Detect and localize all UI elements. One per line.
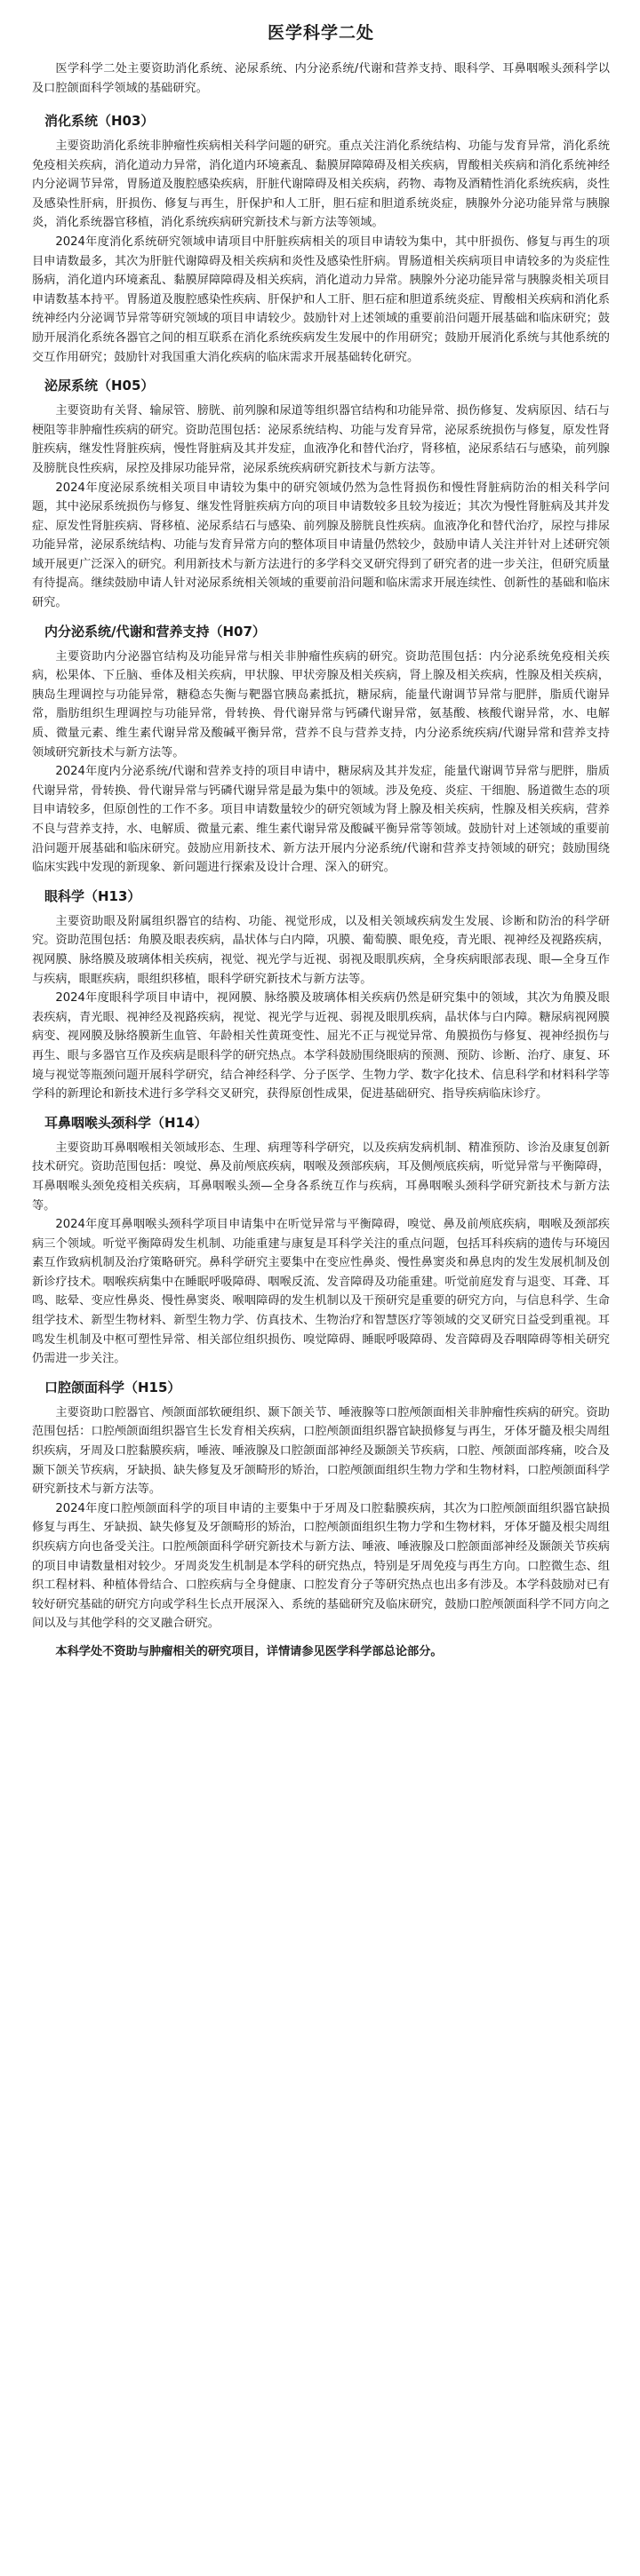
section-ophthalmology [32, 886, 610, 1104]
section-oral-maxillofacial [32, 1378, 610, 1634]
section-digestive [32, 111, 610, 367]
section-heading: 泌尿系统（H05） [44, 378, 155, 394]
section-paragraph: 主要资助口腔器官、颅颌面部软硬组织、颞下颌关节、唾液腺等口腔颅颌面相关非肿瘤性疾病的研究。资助范围包括：口腔颅颌面组织器官生长发育相关疾病，口腔颅颌面组织器官缺损修复与再生，牙体牙髓及根尖周组织疾病，牙周及口腔黏膜疾病，唾液、唾液腺及口腔颌面部神经及颞颌关节疾病，口腔、颅颌面部疼痛，咬合及颞下颌关节疾病，牙缺损、缺失修复及牙颌畸形的矫治，口腔颅颌面组织生物力学和生物材料，口腔颅颌面科学研究新技术与新方法等。 [32, 1405, 610, 1497]
section-otolaryngology [32, 1113, 610, 1369]
page-title: 医学科学二处 [267, 23, 374, 43]
section-paragraph: 2024年度泌尿系统相关项目申请较为集中的研究领域仍然为急性肾损伤和慢性肾脏病防治的相关科学问题，其中泌尿系统损伤与修复、继发性肾脏疾病方向的项目申请数较多且较为接近；其次为慢性肾脏病及其并发症、原发性肾脏疾病、肾移植、泌尿系结石与感染、前列腺及膀胱良性疾病。血液净化和替代治疗，尿控与排尿功能异常，泌尿系统结构、功能与发育异常方向的整体项目申请量仍然较少，鼓励申请人关注并针对上述研究领域开展更广泛深入的研究。利用新技术与新方法进行的多学科交叉研究得到了研究者的进一步关注，但研究质量有待提高。继续鼓励申请人针对泌尿系统相关领域的重要前沿问题和临床需求开展连续性、创新性的基础和临床研究。 [32, 481, 610, 610]
section-endocrine [32, 622, 610, 878]
section-heading: 眼科学（H13） [44, 887, 141, 904]
intro-paragraph: 医学科学二处主要资助消化系统、泌尿系统、内分泌系统/代谢和营养支持、眼科学、耳鼻咽喉头颈科学以及口腔颌面科学领域的基础研究。 [32, 62, 610, 95]
section-heading: 口腔颌面科学（H15） [44, 1379, 181, 1395]
section-paragraph: 2024年度消化系统研究领域申请项目中肝脏疾病相关的项目申请较为集中，其中肝损伤、修复与再生的项目申请数最多，其次为肝脏代谢障碍及相关疾病和炎性及感染性肝病。胃肠道相关疾病项目申请较多的为炎症性肠病，消化道内环境紊乱、黏膜屏障障碍及相关疾病，消化道动力异常。胰腺外分泌功能异常与胰腺炎相关项目申请数基本持平。胃肠道及腹腔感染性疾病、肝保护和人工肝、胆石症和胆道系统炎症、胃酸相关疾病和消化系统神经内分泌调节异常等研究领域的项目申请较少。鼓励针对上述领域的重要前沿问题开展基础和临床研究；鼓励开展消化系统各器官之间的相互联系在消化系统疾病发生发展中的作用研究；鼓励开展消化系统与其他系统的交互作用研究；鼓励针对我国重大消化疾病的临床需求开展基础转化研究。 [32, 235, 610, 364]
section-paragraph: 2024年度口腔颅颌面科学的项目申请的主要集中于牙周及口腔黏膜疾病，其次为口腔颅颌面组织器官缺损修复与再生、牙缺损、缺失修复及牙颌畸形的矫治，口腔颅颌面组织生物力学和生物材料，牙体牙髓及根尖周组织疾病方向也备受关注。口腔颅颌面科学研究新技术与新方法、唾液、唾液腺及口腔颌面部神经及颞颌关节疾病的项目申请数量相对较少。牙周炎发生机制是本学科的研究热点，特别是牙周免疫与再生方向。口腔微生态、组织工程材料、种植体骨结合、口腔疾病与全身健康、口腔发育分子等研究热点也出多有涉及。本学科鼓励对已有较好研究基础的研究方向或学科生长点开展深入、系统的基础研究及临床研究，鼓励口腔颅颌面科学不同方向之间以及与其他学科的交叉融合研究。 [32, 1501, 610, 1631]
section-heading: 消化系统（H03） [44, 113, 155, 129]
section-paragraph: 2024年度耳鼻咽喉头颈科学项目申请集中在听觉异常与平衡障碍，嗅觉、鼻及前颅底疾病，咽喉及颈部疾病三个领域。听觉平衡障碍发生机制、功能重建与康复是耳科学关注的重点问题，包括耳科疾病的遗传与环境因素互作致病机制及治疗策略研究。鼻科学研究主要集中在变应性鼻炎、慢性鼻窦炎和鼻息肉的发生发展机制及创新诊疗技术。咽喉疾病集中在睡眠呼吸障碍、咽喉反流、发音障碍及功能重建。听觉前庭发育与退变、耳聋、耳鸣、眩晕、变应性鼻炎、慢性鼻窦炎、喉咽障碍的发生机制以及干预研究是重要的研究方向，与信息科学、生命组学技术、新型生物材料、新型生物力学、仿真技术、生物治疗和智慧医疗等领域的交叉研究日益受到重视。耳鸣发生机制及中枢可塑性异常、相关部位组织损伤、嗅觉障碍、睡眠呼吸障碍、发音障碍及吞咽障碍等相关研究仍需进一步关注。 [32, 1218, 610, 1366]
section-heading: 内分泌系统/代谢和营养支持（H07） [44, 623, 266, 640]
section-paragraph: 主要资助内分泌器官结构及功能异常与相关非肿瘤性疾病的研究。资助范围包括：内分泌系统免疫相关疾病，松果体、下丘脑、垂体及相关疾病，甲状腺、甲状旁腺及相关疾病，肾上腺及相关疾病，性腺及相关疾病，胰岛生理调控与功能异常，糖稳态失衡与靶器官胰岛素抵抗，糖尿病，能量代谢调节异常与肥胖，脂质代谢异常，脂肪组织生理调控与功能异常，骨转换、骨代谢异常与钙磷代谢异常，氨基酸、核酸代谢异常，水、电解质、微量元素、维生素代谢异常及酸碱平衡异常，营养不良与营养支持，内分泌系统疾病/代谢异常和营养支持领域研究新技术与新方法等。 [32, 649, 610, 759]
section-urinary [32, 376, 610, 613]
section-paragraph: 2024年度内分泌系统/代谢和营养支持的项目申请中，糖尿病及其并发症，能量代谢调节异常与肥胖，脂质代谢异常，骨转换、骨代谢异常与钙磷代谢异常是最为集中的领域。涉及免疫、炎症、干细胞、肠道微生态的项目申请较多，但原创性的工作不多。项目申请数量较少的研究领域为肾上腺及相关疾病，性腺及相关疾病，营养不良与营养支持，水、电解质、微量元素、维生素代谢异常及酸碱平衡异常等领域。鼓励针对上述领域的重要前沿问题开展基础和临床研究。鼓励应用新技术、新方法开展内分泌系统/代谢和营养支持领域的研究；鼓励围绕临床实践中发现的新现象、新问题进行探索及设计合理、深入的研究。 [32, 765, 610, 875]
section-paragraph: 主要资助耳鼻咽喉相关领域形态、生理、病理等科学研究，以及疾病发病机制、精准预防、诊治及康复创新技术研究。资助范围包括：嗅觉、鼻及前颅底疾病，咽喉及颈部疾病，耳及侧颅底疾病，听觉异常与平衡障碍，耳鼻咽喉头颈免疫相关疾病，耳鼻咽喉头颈—全身各系统互作与疾病，耳鼻咽喉头颈科学研究新技术与新方法等。 [32, 1141, 610, 1212]
section-paragraph: 2024年度眼科学项目申请中，视网膜、脉络膜及玻璃体相关疾病仍然是研究集中的领域，其次为角膜及眼表疾病，青光眼、视神经及视路疾病，视觉、视光学与近视、弱视及眼肌疾病，晶状体与白内障。糖尿病视网膜病变、视网膜及脉络膜新生血管、年龄相关性黄斑变性、屈光不正与视觉异常、角膜损伤与修复、视神经损伤与再生、眼与多器官互作及疾病是眼科学的研究热点。本学科鼓励围绕眼病的预测、预防、诊断、治疗、康复、环境与视觉等瓶颈问题开展科学研究，结合神经科学、分子医学、生物力学、数字化技术、信息科学和材料科学等学科的新理论和新技术进行多学科交叉研究，获得原创性成果，促进基础研究、指导疾病临床诊疗。 [32, 991, 610, 1101]
section-paragraph: 主要资助有关肾、输尿管、膀胱、前列腺和尿道等组织器官结构和功能异常、损伤修复、发病原因、结石与梗阻等非肿瘤性疾病的研究。资助范围包括：泌尿系统结构、功能与发育异常，泌尿系统损伤与修复，原发性肾脏疾病，继发性肾脏疾病，慢性肾脏病及其并发症，血液净化和替代治疗，肾移植，泌尿系结石与感染，前列腺及膀胱良性疾病，尿控及排尿功能异常，泌尿系统疾病研究新技术与新方法等。 [32, 404, 610, 475]
section-paragraph: 主要资助消化系统非肿瘤性疾病相关科学问题的研究。重点关注消化系统结构、功能与发育异常，消化系统免疫相关疾病，消化道动力异常，消化道内环境紊乱、黏膜屏障障碍及相关疾病，胃酸相关疾病和消化系统神经内分泌调节异常，胃肠道及腹腔感染疾病，肝脏代谢障碍及相关疾病，药物、毒物及酒精性消化系统疾病，炎性及感染性肝病，肝损伤、修复与再生，肝保护和人工肝，胆石症和胆道系统炎症，胰腺外分泌功能异常与胰腺炎，消化系统器官移植，消化系统疾病研究新技术与新方法等领域。 [32, 139, 610, 230]
section-heading: 耳鼻咽喉头颈科学（H14） [44, 1114, 208, 1131]
section-paragraph: 主要资助眼及附属组织器官的结构、功能、视觉形成，以及相关领域疾病发生发展、诊断和防治的科学研究。资助范围包括：角膜及眼表疾病，晶状体与白内障，巩膜、葡萄膜、眼免疫，青光眼、视神经及视路疾病，视网膜、脉络膜及玻璃体相关疾病，视觉、视光学与近视、弱视及眼肌疾病，全身疾病眼部表现、眼—全身互作与疾病，眼眶疾病，眼组织移植，眼科学研究新技术与新方法等。 [32, 914, 610, 986]
footer-note: 本科学处不资助与肿瘤相关的研究项目，详情请参见医学科学部总论部分。 [55, 1644, 443, 1658]
